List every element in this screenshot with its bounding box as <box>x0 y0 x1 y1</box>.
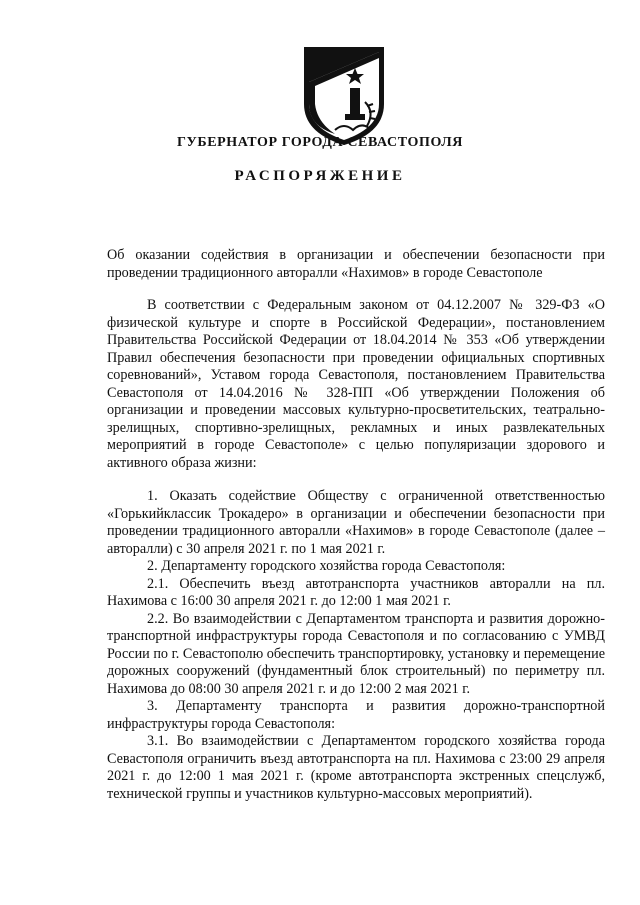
order-item-3: 3. Департаменту транспорта и развития дорожно-транспортной инфраструктуры города Севастополя: <box>107 698 605 732</box>
order-item-1: 1. Оказать содействие Обществу с ограниченной ответственностью «Горькийклассик Трокадеро» в организации и обеспечении безопасности при проведении традиционного авторалли «Нахимов» в городе Севастополе (далее – авторалли) с 30 апреля 2021 г. по 1 мая 2021 г. <box>107 488 605 557</box>
preamble <box>107 297 605 472</box>
preamble-text: В соответствии с Федеральным законом от 04.12.2007 № 329-ФЗ «О физической культуре и спорте в Российской Федерации», постановлением Правительства Российской Федерации от 18.04.2014 № 353 «Об утверждении Правил обеспечения безопасности при проведении официальных спортивных соревнований», Уставом города Севастополя, постановлением Правительства Севастополя от 14.04.2016 № 328-ПП «Об утверждении Положения об организации и проведении массовых культурно-просветительских, театрально-зрелищных, спортивно-зрелищных, рекламных и иных развлекательных мероприятий в городе Севастополе» с целью популяризации здорового и активного образа жизни: <box>107 297 605 471</box>
document-subject <box>107 247 605 282</box>
issuing-authority: ГУБЕРНАТОР ГОРОДА СЕВАСТОПОЛЯ <box>176 135 464 150</box>
subject-line: Об оказании содействия в организации и обеспечении безопасности при <box>107 247 605 263</box>
subject-line: проведении традиционного авторалли «Нахимов» в городе Севастополе <box>107 264 543 281</box>
order-item-2-2: 2.2. Во взаимодействии с Департаментом транспорта и развития дорожно-транспортной инфраструктуры города Севастополя и по согласованию с УМВД России по г. Севастополю обеспечить транспортировку, установку и перемещение дорожных сооружений (фундаментный блок строительный) по периметру пл. Нахимова до 08:00 30 апреля 2021 г. и до 12:00 2 мая 2021 г. <box>107 610 605 697</box>
order-item-3-1: 3.1. Во взаимодействии с Департаментом городского хозяйства города Севастополя ограничить въезд автотранспорта на пл. Нахимова с 23:00 29 апреля 2021 г. до 12:00 1 мая 2021 г. (кроме автотранспорта экстренных спецслужб, технической группы и участников культурно-массовых мероприятий). <box>107 733 605 802</box>
document-type-title: РАСПОРЯЖЕНИЕ <box>234 168 406 184</box>
order-item-2: 2. Департаменту городского хозяйства города Севастополя: <box>147 558 506 574</box>
order-items <box>107 488 605 803</box>
sevastopol-coat-of-arms-icon <box>295 42 393 146</box>
order-item-2-1: 2.1. Обеспечить въезд автотранспорта участников авторалли на пл. Нахимова с 16:00 30 апреля 2021 г. до 12:00 1 мая 2021 г. <box>107 575 605 609</box>
